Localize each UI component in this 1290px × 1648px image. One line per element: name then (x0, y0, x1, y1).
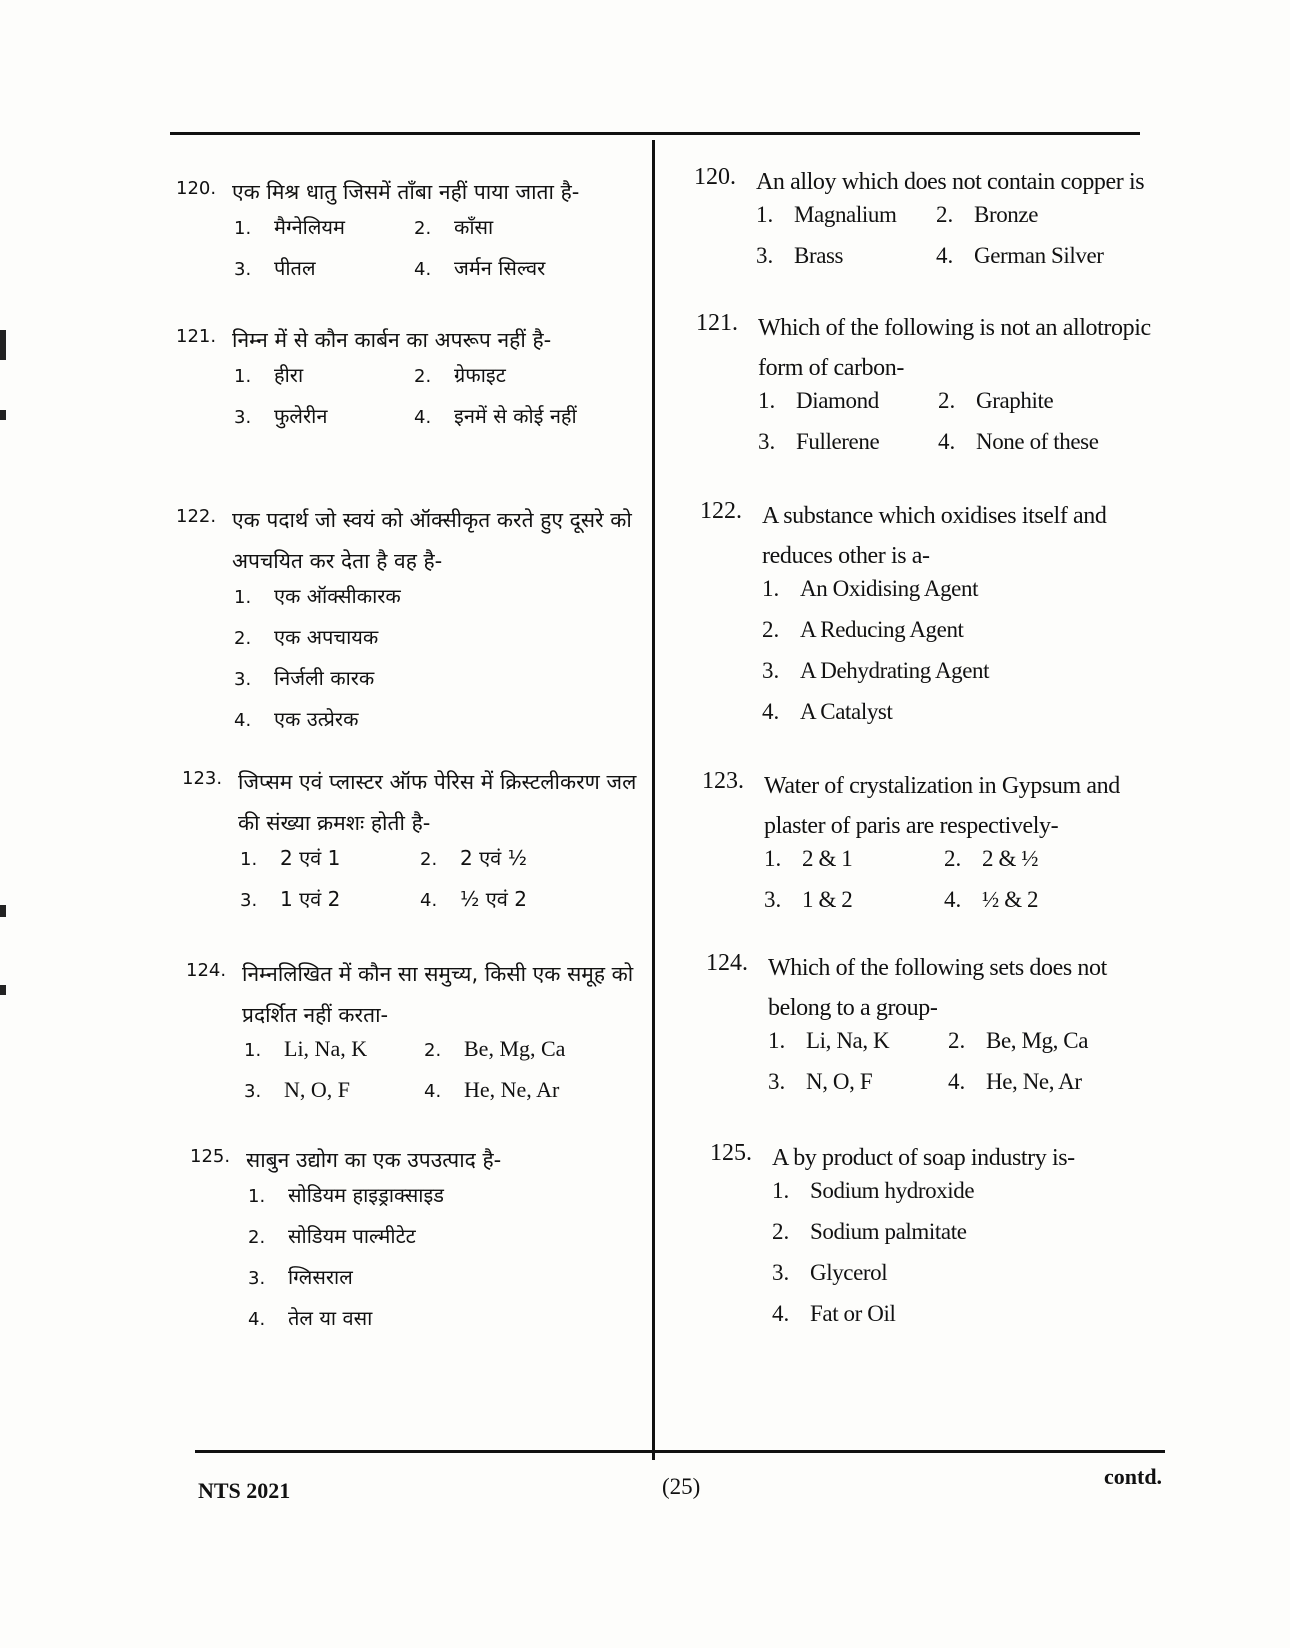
option-4: 4. जर्मन सिल्वर (414, 256, 546, 280)
option-2: 2. ग्रेफाइट (414, 363, 506, 387)
option-1: 1. An Oxidising Agent (762, 576, 979, 601)
option-4: 4. एक उत्प्रेरक (234, 707, 359, 731)
question-text: एक मिश्र धातु जिसमें ताँबा नहीं पाया जाता है- (232, 180, 580, 204)
option-3: 3. A Dehydrating Agent (762, 658, 990, 683)
page-number: (25) (662, 1474, 701, 1499)
option-4: 4. Fat or Oil (772, 1301, 896, 1326)
option-3: 3. 1 एवं 2 (240, 887, 341, 911)
options (234, 582, 632, 746)
question-number: 123. (182, 768, 223, 789)
option-1: 1. Li, Na, K (244, 1036, 368, 1061)
option-3: 3. N, O, F (768, 1069, 873, 1094)
option-4: 4. German Silver (936, 243, 1104, 268)
question-number: 125. (190, 1146, 231, 1167)
option-1: 1. एक ऑक्सीकारक (234, 584, 401, 608)
question-124-english (706, 948, 1168, 1110)
option-3: 3. Fullerene (758, 429, 880, 454)
question-number: 122. (700, 498, 742, 524)
option-2: 2. A Reducing Agent (762, 617, 964, 642)
option-1: 1. Sodium hydroxide (772, 1178, 975, 1203)
question-120-english (694, 162, 1156, 284)
option-3: 3. N, O, F (244, 1077, 351, 1102)
option-2: 2. Graphite (938, 388, 1054, 413)
option-4: 4. A Catalyst (762, 699, 893, 724)
option-4: 4. He, Ne, Ar (948, 1069, 1082, 1094)
question-text: निम्न में से कौन कार्बन का अपरूप नहीं है- (232, 328, 552, 352)
option-2: 2. Be, Mg, Ca (948, 1028, 1089, 1053)
question-125-english (710, 1138, 1172, 1342)
question-number: 124. (706, 950, 748, 976)
option-2: 2. 2 एवं ½ (420, 846, 528, 870)
question-121-hindi (176, 320, 632, 443)
options (762, 576, 1162, 740)
question-121-english (696, 308, 1158, 470)
question-number: 125. (710, 1140, 752, 1166)
option-2: 2. Sodium palmitate (772, 1219, 967, 1244)
option-2: 2. काँसा (414, 215, 494, 239)
option-4: 4. ½ एवं 2 (420, 887, 528, 911)
option-3: 3. Glycerol (772, 1260, 888, 1285)
option-3: 3. ग्लिसराल (248, 1265, 353, 1289)
bottom-rule (195, 1450, 1165, 1453)
question-number: 120. (694, 164, 736, 190)
question-text: जिप्सम एवं प्लास्टर ऑफ पेरिस में क्रिस्टलीकरण जल की संख्या क्रमशः होती है- (238, 770, 637, 835)
options (772, 1178, 1172, 1342)
question-number: 121. (696, 310, 738, 336)
option-3: 3. निर्जली कारक (234, 666, 375, 690)
option-1: 1. 2 & 1 (764, 846, 853, 871)
column-divider (652, 140, 655, 1460)
option-1: 1. सोडियम हाइड्राक्साइड (248, 1183, 444, 1207)
option-1: 1. Diamond (758, 388, 879, 413)
option-3: 3. फुलेरीन (234, 404, 328, 428)
option-3: 3. Brass (756, 243, 844, 268)
question-123-english (702, 766, 1164, 928)
options (764, 846, 1164, 928)
option-2: 2. सोडियम पाल्मीटेट (248, 1224, 416, 1248)
question-122-hindi (176, 500, 632, 746)
option-2: 2. 2 & ½ (944, 846, 1039, 871)
option-1: 1. मैग्नेलियम (234, 215, 345, 239)
question-number: 123. (702, 768, 744, 794)
option-4: 4. इनमें से कोई नहीं (414, 404, 577, 428)
question-number: 121. (176, 326, 217, 347)
options (240, 844, 638, 926)
option-1: 1. Magnalium (756, 202, 897, 227)
question-text: Water of crystalization in Gypsum and plaster of paris are respectively- (764, 773, 1120, 839)
exam-code: NTS 2021 (198, 1478, 291, 1503)
option-4: 4. None of these (938, 429, 1099, 454)
scan-edge-mark (0, 985, 6, 995)
question-number: 124. (186, 960, 227, 981)
option-1: 1. Li, Na, K (768, 1028, 890, 1053)
question-text: A substance which oxidises itself and reduces other is a- (762, 503, 1107, 569)
option-2: 2. Be, Mg, Ca (424, 1036, 566, 1061)
question-number: 122. (176, 506, 217, 527)
top-rule (170, 132, 1140, 135)
question-text: एक पदार्थ जो स्वयं को ऑक्सीकृत करते हुए दूसरे को अपचयित कर देता है वह है- (232, 508, 632, 573)
option-2: 2. एक अपचायक (234, 625, 379, 649)
option-1: 1. हीरा (234, 363, 304, 387)
scan-edge-mark (0, 410, 6, 420)
options (234, 361, 632, 443)
question-120-hindi (176, 172, 632, 295)
option-3: 3. 1 & 2 (764, 887, 853, 912)
scan-edge-mark (0, 905, 6, 917)
options (758, 388, 1158, 470)
options (768, 1028, 1168, 1110)
scan-edge-mark (0, 330, 6, 360)
continued-label: contd. (1104, 1464, 1163, 1489)
option-4: 4. He, Ne, Ar (424, 1077, 560, 1102)
options (244, 1036, 642, 1118)
option-4: 4. तेल या वसा (248, 1306, 373, 1330)
option-1: 1. 2 एवं 1 (240, 846, 341, 870)
question-text: Which of the following sets does not belong to a group- (768, 955, 1107, 1021)
option-4: 4. ½ & 2 (944, 887, 1039, 912)
question-text: साबुन उद्योग का एक उपउत्पाद है- (246, 1148, 502, 1172)
question-text: Which of the following is not an allotropic form of carbon- (758, 315, 1151, 381)
question-122-english (700, 496, 1162, 740)
options (756, 202, 1156, 284)
question-text: A by product of soap industry is- (772, 1145, 1075, 1171)
question-124-hindi (186, 954, 642, 1118)
option-2: 2. Bronze (936, 202, 1039, 227)
question-text: An alloy which does not contain copper is (756, 169, 1145, 195)
options (248, 1181, 646, 1345)
options (234, 213, 632, 295)
question-number: 120. (176, 178, 217, 199)
option-3: 3. पीतल (234, 256, 316, 280)
question-123-hindi (182, 762, 638, 926)
question-text: निम्नलिखित में कौन सा समुच्य, किसी एक समूह को प्रदर्शित नहीं करता- (242, 962, 634, 1027)
question-125-hindi (190, 1140, 646, 1345)
